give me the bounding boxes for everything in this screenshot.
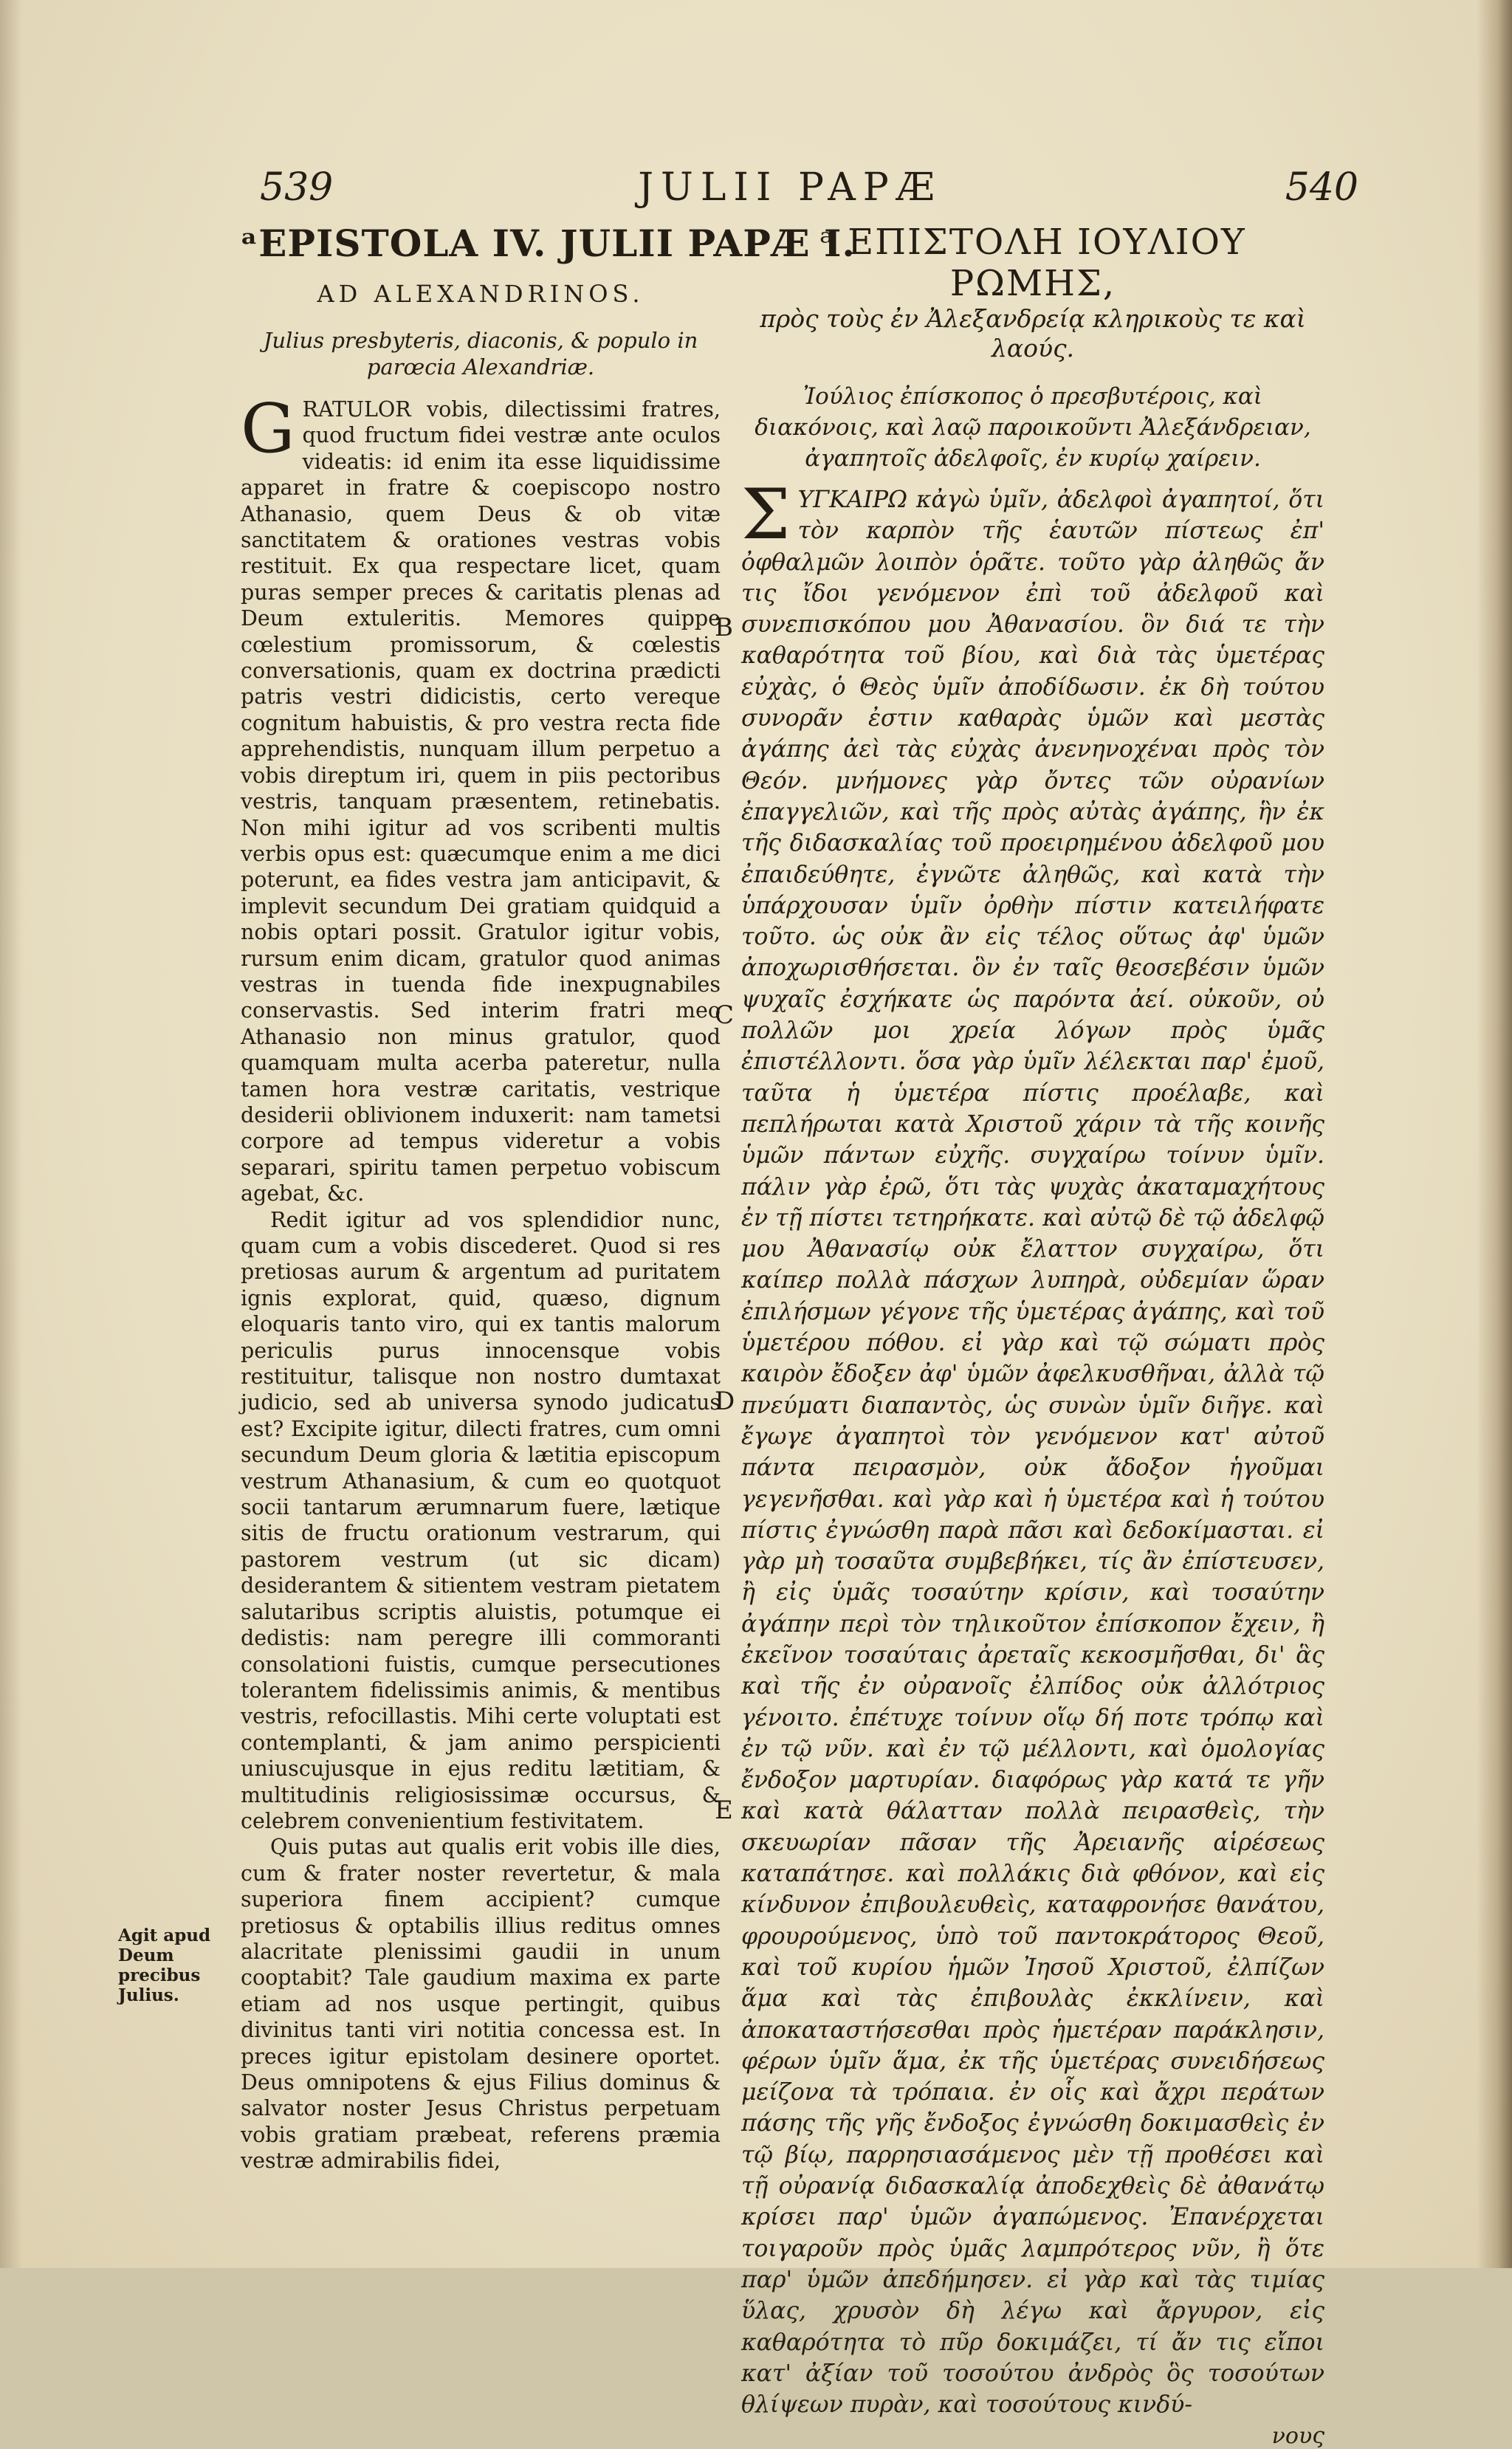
running-title: JULII PAPÆ <box>638 165 942 210</box>
catchword: νους <box>1271 2423 1324 2449</box>
running-header <box>221 165 1358 217</box>
greek-paragraph: ΣΥΓΚΑΙΡΩ κἀγὼ ὑμῖν, ἀδελφοὶ ἀγαπητοί, ὅτι τὸν καρπὸν τῆς ἑαυτῶν πίστεως ἐπ' ὀφθαλμῶν λοιπὸν ὁρᾶτε. τοῦτο γὰρ ἀληθῶς ἄν τις ἴδοι γενόμενον ἐπὶ τοῦ ἀδελφοῦ καὶ συνεπισκόπου μου Ἀθανασίου. ὃν διά τε τὴν καθαρότητα τοῦ βίου, καὶ διὰ τὰς ὑμετέρας εὐχὰς, ὁ Θεὸς ὑμῖν ἀποδίδωσιν. ἐκ δὴ τούτου συνορᾶν ἐστιν καθαρὰς ὑμῶν καὶ μεστὰς ἀγάπης ἀεὶ τὰς εὐχὰς ἀνενηνοχέναι πρὸς τὸν Θεόν. μνήμονες γὰρ ὄντες τῶν οὐρανίων ἐπαγγελιῶν, καὶ τῆς πρὸς αὐτὰς ἀγάπης, ἣν ἐκ τῆς διδασκαλίας τοῦ προειρημένου ἀδελφοῦ μου ἐπαιδεύθητε, ἐγνῶτε ἀληθῶς, καὶ κατὰ τὴν ὑπάρχουσαν ὑμῖν ὀρθὴν πίστιν κατειλήφατε τοῦτο. ὡς οὐκ ἂν εἰς τέλος οὕτως ἀφ' ὑμῶν ἀποχωρισθήσεται. ὃν ἐν ταῖς θεοσεβέσιν ὑμῶν ψυχαῖς ἐσχήκατε ὡς παρόντα ἀεί. οὐκοῦν, οὐ πολλῶν μοι χρεία λόγων πρὸς ὑμᾶς ἐπιστέλλοντι. ὅσα γὰρ ὑμῖν λέλεκται παρ' ἐμοῦ, ταῦτα ἡ ὑμετέρα πίστις προέλαβε, καὶ πεπλήρωται κατὰ Χριστοῦ χάριν τὰ τῆς κοινῆς ὑμῶν πάντων εὐχῆς. συγχαίρω τοίνυν ὑμῖν. πάλιν γὰρ ἐρῶ, ὅτι τὰς ψυχὰς ἀκαταμαχήτους ἐν τῇ πίστει τετηρήκατε. καὶ αὐτῷ δὲ τῷ ἀδελφῷ μου Ἀθανασίῳ οὐκ ἔλαττον συγχαίρω, ὅτι καίπερ πολλὰ πάσχων λυπηρὰ, οὐδεμίαν ὥραν ἐπιλήσμων γέγονε τῆς ὑμετέρας ἀγάπης, καὶ τοῦ ὑμετέρου πόθου. εἰ γὰρ καὶ τῷ σώματι πρὸς καιρὸν ἔδοξεν ἀφ' ὑμῶν ἀφελκυσθῆναι, ἀλλὰ τῷ πνεύματι διαπαντὸς, ὡς συνὼν ὑμῖν διῆγε. καὶ ἔγωγε ἀγαπητοὶ τὸν γενόμενον κατ' αὐτοῦ πάντα πειρασμὸν, οὐκ ἄδοξον ἡγοῦμαι γεγενῆσθαι. καὶ γὰρ καὶ ἡ ὑμετέρα καὶ ἡ τούτου πίστις ἐγνώσθη παρὰ πᾶσι καὶ δεδοκίμασται. εἰ γὰρ μὴ τοσαῦτα συμβεβήκει, τίς ἂν ἐπίστευσεν, ἢ εἰς ὑμᾶς τοσαύτην κρίσιν, καὶ τοσαύτην ἀγάπην περὶ τὸν τηλικοῦτον ἐπίσκοπον ἔχειν, ἢ ἐκεῖνον τοσαύταις ἀρεταῖς κεκοσμῆσθαι, δι' ἃς καὶ τῆς ἐν οὐρανοῖς ἐλπίδος οὐκ ἀλλότριος γένοιτο. ἐπέτυχε τοίνυν οἵῳ δή ποτε τρόπῳ καὶ ἐν τῷ νῦν. καὶ ἐν τῷ μέλλοντι, καὶ ὁμολογίας ἔνδοξον μαρτυρίαν. διαφόρως γὰρ κατά τε γῆν καὶ κατὰ θάλατταν πολλὰ πειρασθεὶς, τὴν σκευωρίαν πᾶσαν τῆς Ἀρειανῆς αἱρέσεως καταπάτησε. καὶ πολλάκις διὰ φθόνον, καὶ εἰς κίνδυνον ἐπιβουλευθεὶς, καταφρονήσε θανάτου, φρουρούμενος, ὑπὸ τοῦ παντοκράτορος Θεοῦ, καὶ τοῦ κυρίου ἡμῶν Ἰησοῦ Χριστοῦ, ἐλπίζων ἅμα καὶ τὰς ἐπιβουλὰς ἐκκλίνειν, καὶ ἀποκαταστήσεσθαι πρὸς ἡμετέραν παράκλησιν, φέρων ὑμῖν ἅμα, ἐκ τῆς ὑμετέρας συνειδήσεως μείζονα τὰ τρόπαια. ἐν οἷς καὶ ἄχρι περάτων πάσης τῆς γῆς ἔνδοξος ἐγνώσθη δοκιμασθεὶς ἐν τῷ βίῳ, παρρησιασάμενος μὲν τῇ προθέσει καὶ τῇ οὐρανίᾳ διδασκαλίᾳ ἀποδεχθεὶς δὲ ἀθανάτῳ κρίσει παρ' ὑμῶν ἀγαπώμενος. Ἐπανέρχεται τοιγαροῦν πρὸς ὑμᾶς λαμπρότερος νῦν, ἢ ὅτε παρ' ὑμῶν ἀπεδήμησεν. εἰ γὰρ καὶ τὰς τιμίας ὕλας, χρυσὸν δὴ λέγω καὶ ἄργυρον, εἰς καθαρότητα τὸ πῦρ δοκιμάζει, τί ἄν τις εἴποι κατ' ἀξίαν τοῦ τοσούτου ἀνδρὸς ὃς τοσούτων θλίψεων πυρὰν, καὶ τοσούτους κινδύ- <box>741 475 1324 2419</box>
section-letter-b: B <box>715 613 733 642</box>
latin-epistle-title: ᵃEPISTOLA IV. JULII PAPÆ I. <box>241 221 856 265</box>
section-letter-c: C <box>715 1000 735 1030</box>
greek-column <box>741 221 1324 2449</box>
greek-drop-cap: Σ <box>741 475 791 555</box>
section-letter-e: E <box>715 1796 733 1825</box>
greek-epistle-title: ᵃ ΕΠΙΣΤΟΛΗ ΙΟΥΛΙΟΥ ΡΩΜΗΣ, <box>819 221 1246 304</box>
greek-subtitle: πρὸς τοὺς ἐν Ἀλεξανδρείᾳ κληρικοὺς τε καὶ λαούς. <box>760 304 1306 363</box>
page-number-left: 539 <box>260 165 334 210</box>
latin-paragraph: Redit igitur ad vos splendidior nunc, quam cum a vobis discederet. Quod si res pretiosas aurum & argentum ad puritatem ignis explorat, quid, quæso, dignum eloquaris tanto viro, qui ex tantis malorum periculis purus innocensque vobis restituitur, talisque non nostro dumtaxat judicio, sed ab universa synodo judicatus est? Excipite igitur, dilecti fratres, cum omni secundum Deum gloria & lætitia episcopum vestrum Athanasium, & cum eo quotquot socii tantarum ærumnarum fuere, lætique sitis de fructu orationum vestrarum, qui pastorem vestrum (ut sic dicam) desiderantem & sitientem vestram pietatem salutaribus scriptis aluistis, potumque ei dedistis: nam peregre illi commoranti consolationi fuistis, cumque persecutiones tolerantem fidelissimis animis, & mentibus vestris, refocillastis. Mihi certe voluptati est contemplanti, & jam animo perspicienti uniuscujusque in ejus reditu lætitiam, & multitudinis religiosissimæ occursus, & celebrem convenientium festivitatem. <box>241 1207 721 1833</box>
latin-subtitle: AD ALEXANDRINOS. <box>317 280 645 308</box>
greek-body <box>741 475 1324 2420</box>
latin-body <box>241 389 721 2174</box>
latin-drop-cap: G <box>241 389 295 468</box>
greek-salutation: Ἰούλιος ἐπίσκοπος ὁ πρεσβυτέροις, καὶ διακόνοις, καὶ λαῷ παροικοῦντι Ἀλεξάνδρειαν, ἀγαπητοῖς ἀδελφοῖς, ἐν κυρίῳ χαίρειν. <box>755 383 1311 472</box>
latin-paragraph: Quis putas aut qualis erit vobis ille dies, cum & frater noster revertetur, & mala superiora finem accipient? cumque pretiosus & optabilis illius reditus omnes alacritate plenissimi gaudii in unum cooptabit? Tale gaudium maxima ex parte etiam ad nos usque pertingit, quibus divinitus tanti viri notitia concessa est. In preces igitur epistolam desinere oportet. Deus omnipotens & ejus Filius dominus & salvator noster Jesus Christus perpetuam vobis gratiam præbeat, referens præmia vestræ admirabilis fidei, <box>241 1835 721 2174</box>
latin-column <box>241 221 856 2174</box>
page-number-right: 540 <box>1285 165 1358 210</box>
section-letter-d: D <box>715 1387 735 1416</box>
margin-note: Agit apud Deum precibus Julius. <box>118 1926 211 2005</box>
page-gutter-shadow <box>0 0 22 2268</box>
latin-paragraph: GRATULOR vobis, dilectissimi fratres, quod fructum fidei vestræ ante oculos videatis: id enim ita esse liquidissime apparet in fratre & coepiscopo nostro Athanasio, quem Deus & ob vitæ sanctitatem & orationes vestras vobis restituit. Ex qua respectare licet, quam puras semper preces & caritatis plenas ad Deum extuleritis. Memores quippe cœlestium promissorum, & cœlestis conversationis, quam ex doctrina prædicti patris vestri didicistis, certo vereque cognitum habuistis, & pro vestra recta fide apprehendistis, nunquam illum perpetuo a vobis direptum iri, quem in piis pectoribus vestris, tanquam præsentem, retinebatis. Non mihi igitur ad vos scribenti multis verbis opus est: quæcumque enim a me dici poterunt, ea fides vestra jam anticipavit, & implevit secundum Dei gratiam quidquid a nobis optari possit. Gratulor igitur vobis, rursum enim dicam, gratulor quod animas vestras in tuenda fide inexpugnabiles conservastis. Sed interim fratri meo Athanasio non minus gratulor, quod quamquam multa acerba pateretur, nulla tamen hora vestræ caritatis, vestrique desiderii oblivionem induxerit: nam tametsi corpore ad tempus videretur a vobis separari, spiritu tamen perpetuo vobiscum agebat, &c. <box>241 389 721 1206</box>
page-edge-shadow <box>1477 0 1512 2268</box>
latin-salutation: Julius presbyteris, diaconis, & populo in parœcia Alexandriæ. <box>263 328 698 379</box>
